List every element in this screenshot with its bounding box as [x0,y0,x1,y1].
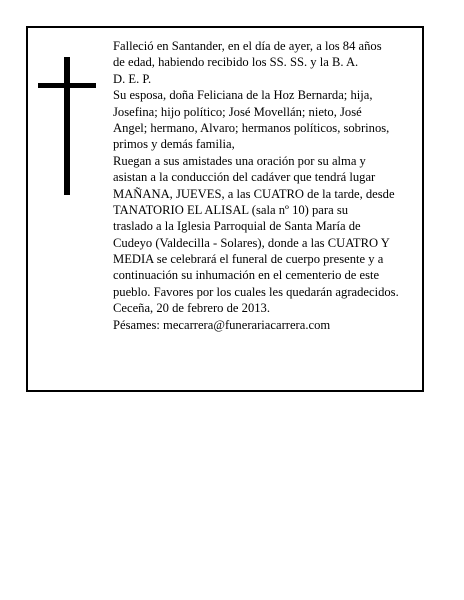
cross-icon [64,57,70,195]
obituary-line: Ruegan a sus amistades una oración por su alma y [113,153,366,168]
obituary-line: continuación su inhumación en el cementerio de este [113,268,380,283]
obituary-line: MEDIA se celebrará el funeral de cuerpo presente y a [113,252,384,267]
obituary-line: primos y demás familia, [113,137,235,152]
obituary-line: D. E. P. [113,71,152,86]
obituary-line: Falleció en Santander, en el día de ayer, a los 84 años [113,39,382,53]
obituary-line: asistan a la conducción del cadáver que tendrá lugar [113,170,376,185]
obituary-line: Angel; hermano, Alvaro; hermanos políticos, sobrinos, [113,120,390,135]
obituary-line: Ceceña, 20 de febrero de 2013. [113,301,271,316]
obituary-line: de edad, habiendo recibido los SS. SS. y la B. A. [113,55,359,70]
cross-icon-crossbar [38,83,96,88]
obituary-line: TANATORIO EL ALISAL (sala nº 10) para su [113,202,349,217]
obituary-line: traslado a la Iglesia Parroquial de Santa María de [113,219,361,234]
obituary-line: pueblo. Favores por los cuales les quedarán agradecidos. [113,284,399,299]
obituary-line: Su esposa, doña Feliciana de la Hoz Bernarda; hija, [113,88,373,103]
obituary-line: Cudeyo (Valdecilla - Solares), donde a las CUATRO Y [113,235,390,250]
obituary-text [113,38,431,333]
obituary-line: Pésames: mecarrera@funerariacarrera.com [113,317,331,332]
obituary-line: Josefina; hijo político; José Movellán; nieto, José [113,104,362,119]
obituary-line: MAÑANA, JUEVES, a las CUATRO de la tarde, desde [113,186,395,201]
